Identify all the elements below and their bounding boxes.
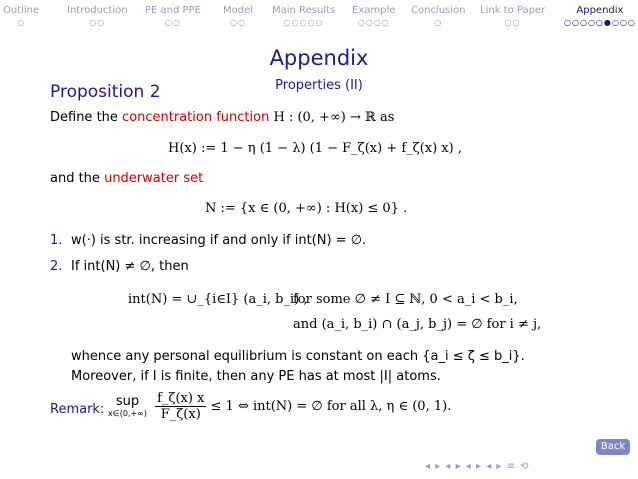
definition-line: [50, 110, 394, 125]
nav-dots[interactable]: ○: [17, 18, 26, 27]
define-suffix: H : (0, +∞) → ℝ as: [273, 110, 395, 125]
remark-sup: [108, 394, 147, 419]
h-formula: H(x) := 1 − η (1 − λ) (1 − F_ζ(x) + f_ζ(x) x) ,: [168, 141, 462, 156]
nav-dots[interactable]: ○○○○○●○○○: [564, 18, 636, 27]
nav-label: Outline: [3, 5, 40, 16]
nav-dots[interactable]: ○: [434, 18, 443, 27]
remark-rest: ≤ 1 ⇔ int(N) = ∅ for all λ, η ∈ (0, 1).: [210, 399, 452, 414]
nav-dots[interactable]: ○○○○: [357, 18, 390, 27]
remark-label: Remark:: [50, 402, 105, 417]
nav-introduction[interactable]: [67, 5, 128, 28]
nav-label: Link to Paper: [480, 5, 546, 16]
int-formula-left: int(N) = ∪_{i∈I} (a_i, b_i) ,: [128, 292, 308, 307]
nav-conclusion[interactable]: [411, 5, 466, 28]
nav-dots[interactable]: ○○: [230, 18, 246, 27]
nav-label: Main Results: [272, 5, 336, 16]
nav-outline[interactable]: [3, 5, 39, 28]
define-prefix: Define the: [50, 110, 118, 125]
nav-label: Introduction: [67, 5, 128, 16]
remark-formula: [108, 391, 451, 422]
nav-dots[interactable]: ○○: [164, 18, 181, 27]
int-formula-right2: and (a_i, b_i) ∩ (a_j, b_j) = ∅ for i ≠ j,: [293, 317, 542, 332]
nav-appendix[interactable]: [564, 5, 636, 28]
block-title: Proposition 2: [50, 82, 161, 102]
concentration-function-term: concentration function: [122, 110, 270, 125]
item2-text: If int(N) ≠ ∅, then: [71, 259, 189, 274]
remark-denominator: F_ζ(x): [160, 407, 201, 422]
nav-pe-and-ppe[interactable]: [145, 5, 201, 28]
nav-example[interactable]: [352, 5, 395, 28]
n-formula: N := {x ∈ (0, +∞) : H(x) ≤ 0} .: [205, 201, 408, 216]
nav-link-to-paper[interactable]: [480, 5, 545, 28]
remark-numerator: f_ζ(x) x: [157, 391, 205, 406]
item1-number: 1.: [50, 233, 63, 248]
int-formula-right1: for some ∅ ≠ I ⊆ ℕ, 0 < a_i < b_i,: [293, 292, 518, 307]
section-navigation: [0, 0, 638, 40]
remark-fraction: [155, 391, 206, 422]
whence-text: whence any personal equilibrium is constant on each {a_i ≤ ζ ≤ b_i}.: [71, 349, 525, 364]
frame-subtitle: Properties (II): [275, 78, 363, 93]
nav-main-results[interactable]: [272, 5, 335, 28]
item1-text: w(·) is str. increasing if and only if int(N) = ∅.: [71, 233, 367, 248]
nav-label: Appendix: [576, 5, 624, 16]
nav-dots[interactable]: ○○: [504, 18, 521, 27]
underwater-line: [50, 171, 203, 186]
underwater-set-term: underwater set: [104, 171, 204, 186]
remark-sup-label: sup: [115, 394, 140, 409]
and-the-text: and the: [50, 171, 100, 186]
nav-label: Conclusion: [411, 5, 466, 16]
nav-dots[interactable]: ○○○○○: [283, 18, 324, 27]
nav-dots[interactable]: ○○: [89, 18, 106, 27]
nav-model[interactable]: [223, 5, 253, 28]
frame-title: Appendix: [269, 46, 369, 70]
item2-number: 2.: [50, 259, 63, 274]
nav-label: PE and PPE: [145, 5, 201, 16]
remark-sup-subscript: x∈(0,+∞): [108, 409, 147, 418]
back-button[interactable]: Back: [596, 439, 630, 455]
beamer-navigation-symbols[interactable]: ◂ ▸ ◂ ▸ ◂ ▸ ◂ ▸ ≡ ⟲: [425, 461, 530, 472]
moreover-text: Moreover, if I is finite, then any PE has at most |I| atoms.: [71, 369, 441, 384]
nav-label: Model: [223, 5, 254, 16]
nav-label: Example: [352, 5, 396, 16]
